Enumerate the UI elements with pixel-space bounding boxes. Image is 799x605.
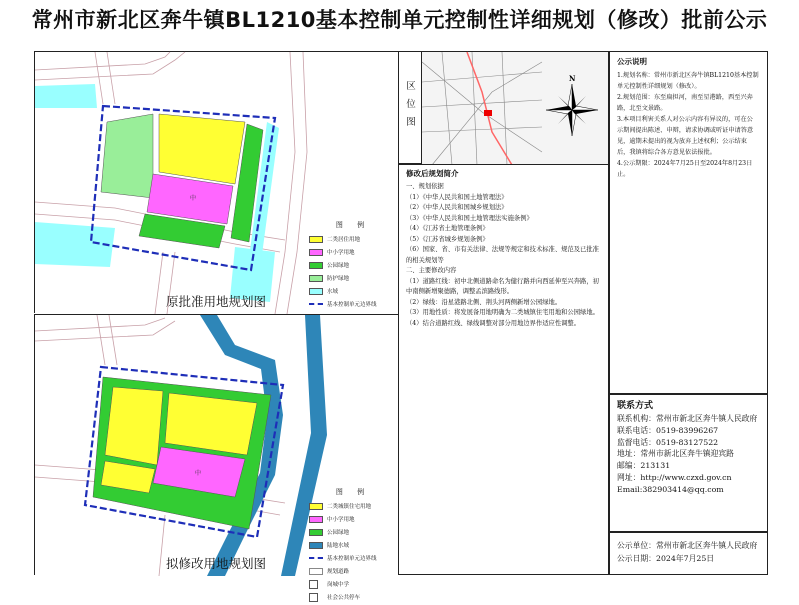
plan-intro-panel — [398, 164, 609, 575]
contact-content — [617, 413, 760, 496]
legend-label: 中小学用地 — [327, 517, 355, 523]
residential-block-west — [105, 387, 163, 465]
svg-text:N: N — [569, 74, 576, 83]
location-map-panel — [398, 51, 609, 164]
legend-title: 图 例 — [335, 221, 371, 229]
publicity-unit: 公示单位：常州市新北区奔牛镇人民政府 — [617, 541, 758, 550]
legend-item — [309, 592, 397, 602]
legend-swatch — [309, 236, 323, 243]
legend-title: 图 例 — [335, 488, 371, 496]
legend-swatch — [309, 275, 323, 282]
location-map — [422, 52, 608, 165]
contact-line: 地址：常州市新北区奔牛镇迎宾路 — [617, 449, 734, 459]
legend-label: 公园绿地 — [327, 530, 350, 536]
revised-plan-map-panel — [34, 314, 398, 601]
legend-item — [309, 579, 397, 589]
notice-line: 1.规划名称：常州市新北区奔牛镇BL1210基本控制 — [617, 72, 759, 79]
intro-content — [406, 182, 601, 329]
legend-label: 基本控制单元边界线 — [327, 556, 377, 562]
intro-line: 的相关规划等 — [406, 256, 444, 264]
notice-line: 2.规划范围：东至扁担河，南至星港路，西至兴奔 — [617, 94, 753, 101]
water-area — [35, 84, 97, 108]
legend-label: 岗城中学 — [327, 582, 350, 588]
legend-label: 二类居住用地 — [327, 237, 361, 243]
notice-line: 3.本项目利害关系人对公示内容有异议的，可在公 — [617, 116, 753, 123]
legend-label: 二类城镇住宅用地 — [327, 504, 372, 510]
intro-line: 中南侧新增聚德路，调整孟滨路线形。 — [406, 288, 514, 295]
svg-text:中: 中 — [190, 195, 197, 202]
intro-title: 修改后规划简介 — [406, 169, 459, 178]
revised-plan-caption: 拟修改用地规划图 — [165, 556, 266, 571]
intro-line: （4）结合道路红线、绿线调整对部分用地边界作适应性调整。 — [406, 319, 581, 327]
contact-title: 联系方式 — [617, 401, 654, 411]
intro-line: （3）《中华人民共和国土地管理法实施条例》 — [406, 214, 533, 222]
intro-line: （1）《中华人民共和国土地管理法》 — [406, 193, 508, 201]
legend-item — [309, 514, 397, 524]
intro-line: （2）绿线：沿星港路北侧、荆头河两侧新增公园绿地。 — [406, 298, 562, 306]
location-label: 区 位 图 — [406, 81, 416, 128]
intro-line: （1）道路红线：初中北侧道路命名为健行路并向西延伸至兴奔路，初 — [406, 277, 599, 285]
legend-label: 中小学用地 — [327, 250, 355, 256]
notice-title: 公示说明 — [617, 57, 647, 66]
contact-line: 监督电话：0519-83127522 — [617, 437, 719, 447]
legend-item — [309, 527, 397, 537]
legend-swatch — [309, 262, 323, 269]
legend-item — [309, 273, 397, 283]
legend-label: 基本控制单元边界线 — [327, 302, 377, 308]
legend-item — [309, 247, 397, 257]
revised-plan-legend — [309, 487, 397, 605]
notice-line: 4.公示期限：2024年7月25日至2024年8月23日止。 — [617, 160, 753, 178]
residential-block — [159, 114, 245, 184]
legend-label: 防护绿地 — [327, 276, 350, 282]
legend-label: 规划道路 — [327, 569, 350, 575]
legend-label: 社会公共停车 — [327, 595, 361, 601]
contact-line: 联系电话：0519-83996267 — [617, 425, 719, 435]
notice-line: 示期间提出陈述、申辩，请求协调或听证申请答意 — [617, 127, 754, 134]
contact-panel — [609, 394, 768, 532]
contact-line: 联系机构：常州市新北区奔牛镇人民政府 — [617, 414, 758, 423]
contact-line: 网址：http://www.czxd.gov.cn — [617, 472, 732, 482]
intro-line: （2）《中华人民共和国城乡规划法》 — [406, 204, 508, 211]
original-plan-caption: 原批准用地规划图 — [165, 294, 266, 309]
svg-text:中: 中 — [195, 470, 202, 477]
notice-content — [617, 70, 760, 180]
legend-item — [309, 234, 397, 244]
intro-line: 二、主要修改内容 — [406, 267, 457, 274]
protection-green-block — [101, 114, 153, 198]
page-title: 常州市新北区奔牛镇BL1210基本控制单元控制性详细规划（修改）批前公示 — [31, 8, 768, 32]
legend-swatch — [309, 503, 323, 510]
original-plan-map-panel — [34, 51, 398, 313]
legend-swatch — [309, 542, 323, 549]
notice-line: 后，我镇将综合各方意见依法报批。 — [617, 149, 716, 156]
intro-line: （6）国家、省、市有关法律、法规等规定和技术标准、规范及已批准 — [406, 246, 599, 253]
contact-line: 邮编：213131 — [617, 461, 671, 471]
legend-swatch — [309, 593, 318, 602]
notice-line: 路，北至文景路。 — [617, 105, 667, 112]
notice-line: 见，逾期未提出的视为放弃上述权利；公示结束 — [617, 138, 747, 145]
intro-line: （4）《江苏省土地管理条例》 — [406, 225, 489, 232]
legend-item — [309, 540, 397, 550]
legend-item — [309, 501, 397, 511]
legend-swatch — [309, 529, 323, 536]
publicity-panel — [609, 532, 768, 575]
legend-label: 水域 — [327, 289, 339, 295]
legend-item — [309, 260, 397, 270]
notice-line: 单元控制性详细规划（修改）。 — [617, 83, 701, 90]
legend-swatch — [309, 249, 323, 256]
notice-panel — [609, 51, 768, 394]
legend-label: 公园绿地 — [327, 263, 350, 269]
legend-swatch — [309, 516, 323, 523]
legend-label: 陆地水域 — [327, 543, 350, 549]
intro-line: （3）用地性质：将发展备用地明确为二类城镇住宅用地和公园绿地。 — [406, 309, 599, 316]
legend-swatch — [309, 580, 318, 589]
intro-line: （5）《江苏省城乡规划条例》 — [406, 235, 489, 243]
publicity-date: 公示日期：2024年7月25日 — [617, 554, 715, 563]
contact-line: Email:382903414@qq.com — [617, 484, 724, 494]
intro-line: 一、规划依据 — [406, 183, 444, 190]
project-location-marker — [484, 110, 492, 116]
